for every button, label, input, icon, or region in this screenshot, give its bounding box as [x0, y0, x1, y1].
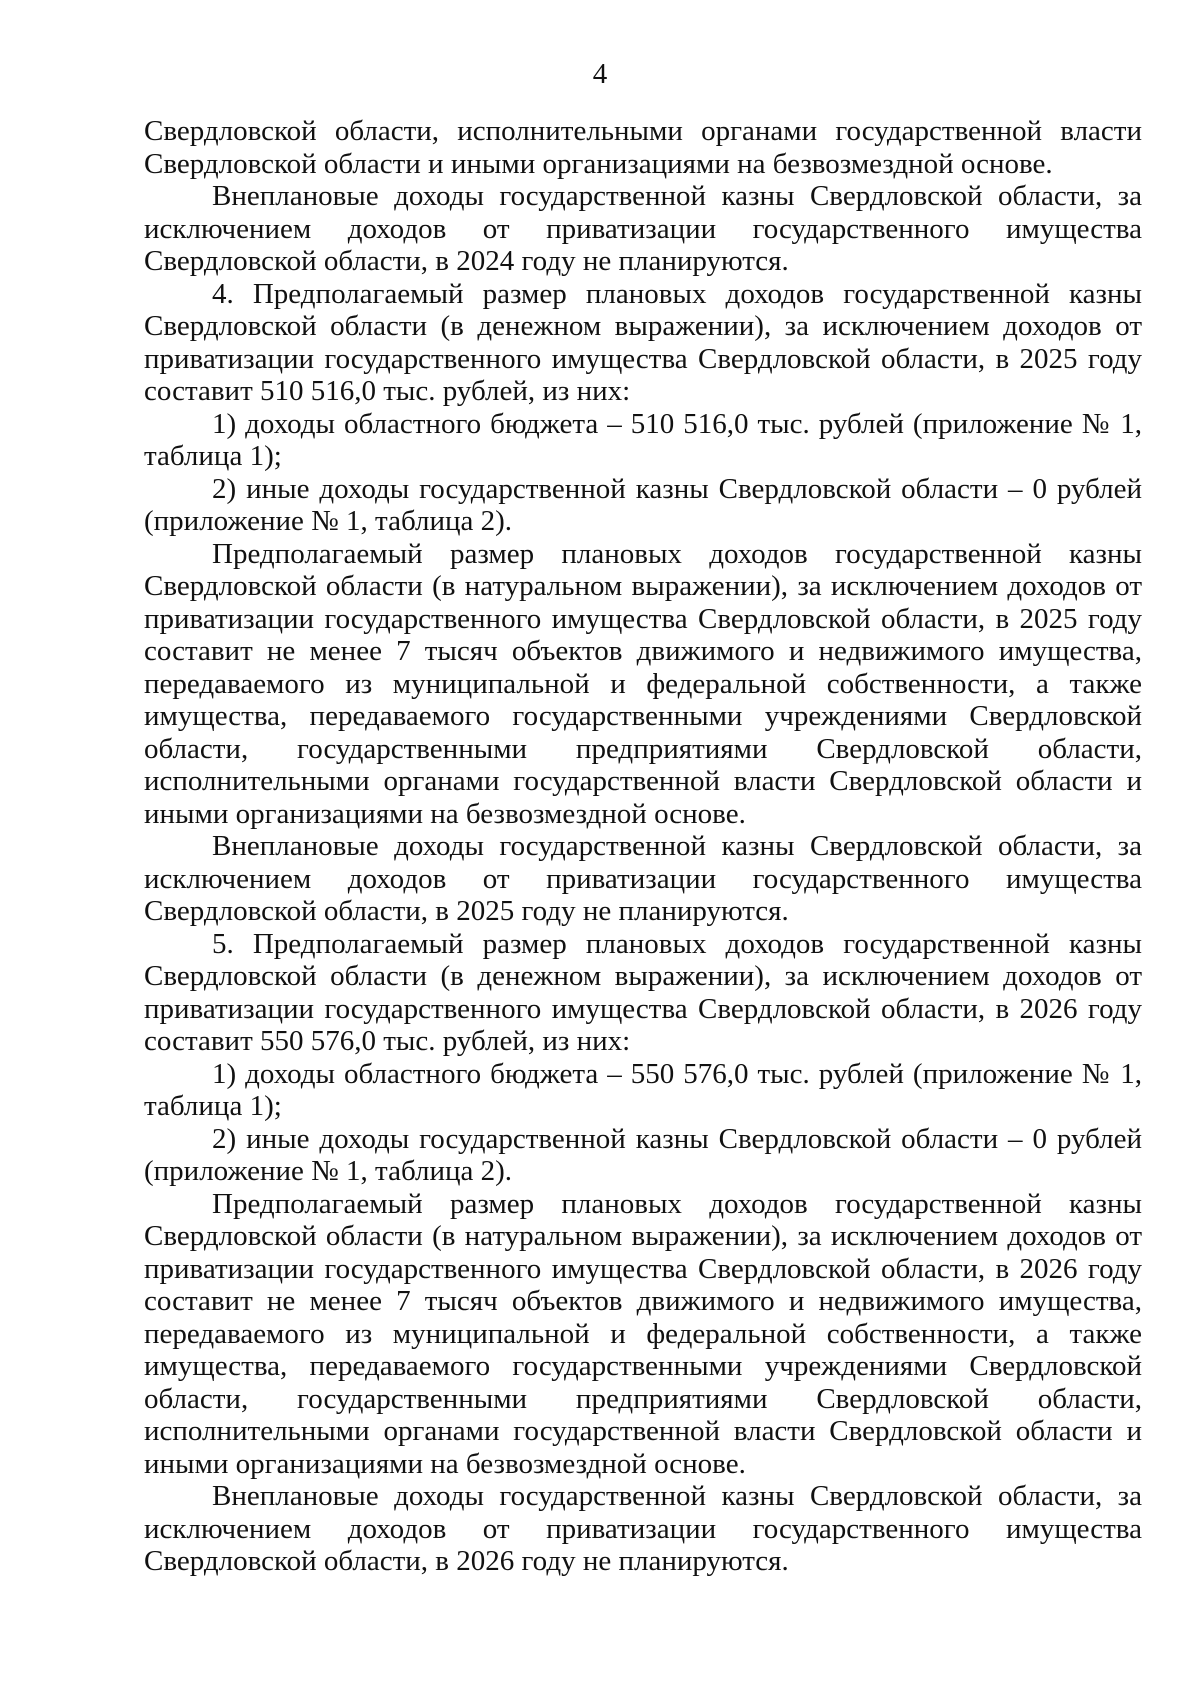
- paragraph-2026-other-treasury-income: 2) иные доходы государственной казны Свердловской области – 0 рублей (приложение № 1, таблица 2).: [144, 1122, 1142, 1187]
- paragraph-2025-regional-budget-income: 1) доходы областного бюджета – 510 516,0 тыс. рублей (приложение № 1, таблица 1);: [144, 407, 1142, 472]
- document-body: [144, 115, 1142, 1578]
- paragraph-item-4-planned-income-2025: 4. Предполагаемый размер плановых доходов государственной казны Свердловской области (в денежном выражении), за исключением доходов от приватизации государственного имущества Свердловской области, в 2025 году составит 510 516,0 тыс. рублей, из них:: [144, 277, 1142, 407]
- paragraph-continuation: Свердловской области, исполнительными органами государственной власти Свердловской области и иными организациями на безвозмездной основе.: [144, 115, 1142, 180]
- paragraph-item-5-planned-income-2026: 5. Предполагаемый размер плановых доходов государственной казны Свердловской области (в денежном выражении), за исключением доходов от приватизации государственного имущества Свердловской области, в 2026 году составит 550 576,0 тыс. рублей, из них:: [144, 927, 1142, 1057]
- paragraph-2025-natural-income: Предполагаемый размер плановых доходов государственной казны Свердловской области (в натуральном выражении), за исключением доходов от приватизации государственного имущества Свердловской области, в 2025 году составит не менее 7 тысяч объектов движимого и недвижимого имущества, передаваемого из муниципальной и федеральной собственности, а также имущества, передаваемого государственными учреждениями Свердловской области, государственными предприятиями Свердловской области, исполнительными органами государственной власти Свердловской области и иными организациями на безвозмездной основе.: [144, 537, 1142, 830]
- paragraph-unplanned-income-2026: Внеплановые доходы государственной казны Свердловской области, за исключением доходов от приватизации государственного имущества Свердловской области, в 2026 году не планируются.: [144, 1480, 1142, 1577]
- page-number: 4: [592, 58, 608, 90]
- paragraph-unplanned-income-2025: Внеплановые доходы государственной казны Свердловской области, за исключением доходов от приватизации государственного имущества Свердловской области, в 2025 году не планируются.: [144, 830, 1142, 927]
- paragraph-unplanned-income-2024: Внеплановые доходы государственной казны Свердловской области, за исключением доходов от приватизации государственного имущества Свердловской области, в 2024 году не планируются.: [144, 180, 1142, 277]
- paragraph-2025-other-treasury-income: 2) иные доходы государственной казны Свердловской области – 0 рублей (приложение № 1, таблица 2).: [144, 472, 1142, 537]
- paragraph-2026-regional-budget-income: 1) доходы областного бюджета – 550 576,0 тыс. рублей (приложение № 1, таблица 1);: [144, 1057, 1142, 1122]
- paragraph-2026-natural-income: Предполагаемый размер плановых доходов государственной казны Свердловской области (в натуральном выражении), за исключением доходов от приватизации государственного имущества Свердловской области, в 2026 году составит не менее 7 тысяч объектов движимого и недвижимого имущества, передаваемого из муниципальной и федеральной собственности, а также имущества, передаваемого государственными учреждениями Свердловской области, государственными предприятиями Свердловской области, исполнительными органами государственной власти Свердловской области и иными организациями на безвозмездной основе.: [144, 1187, 1142, 1480]
